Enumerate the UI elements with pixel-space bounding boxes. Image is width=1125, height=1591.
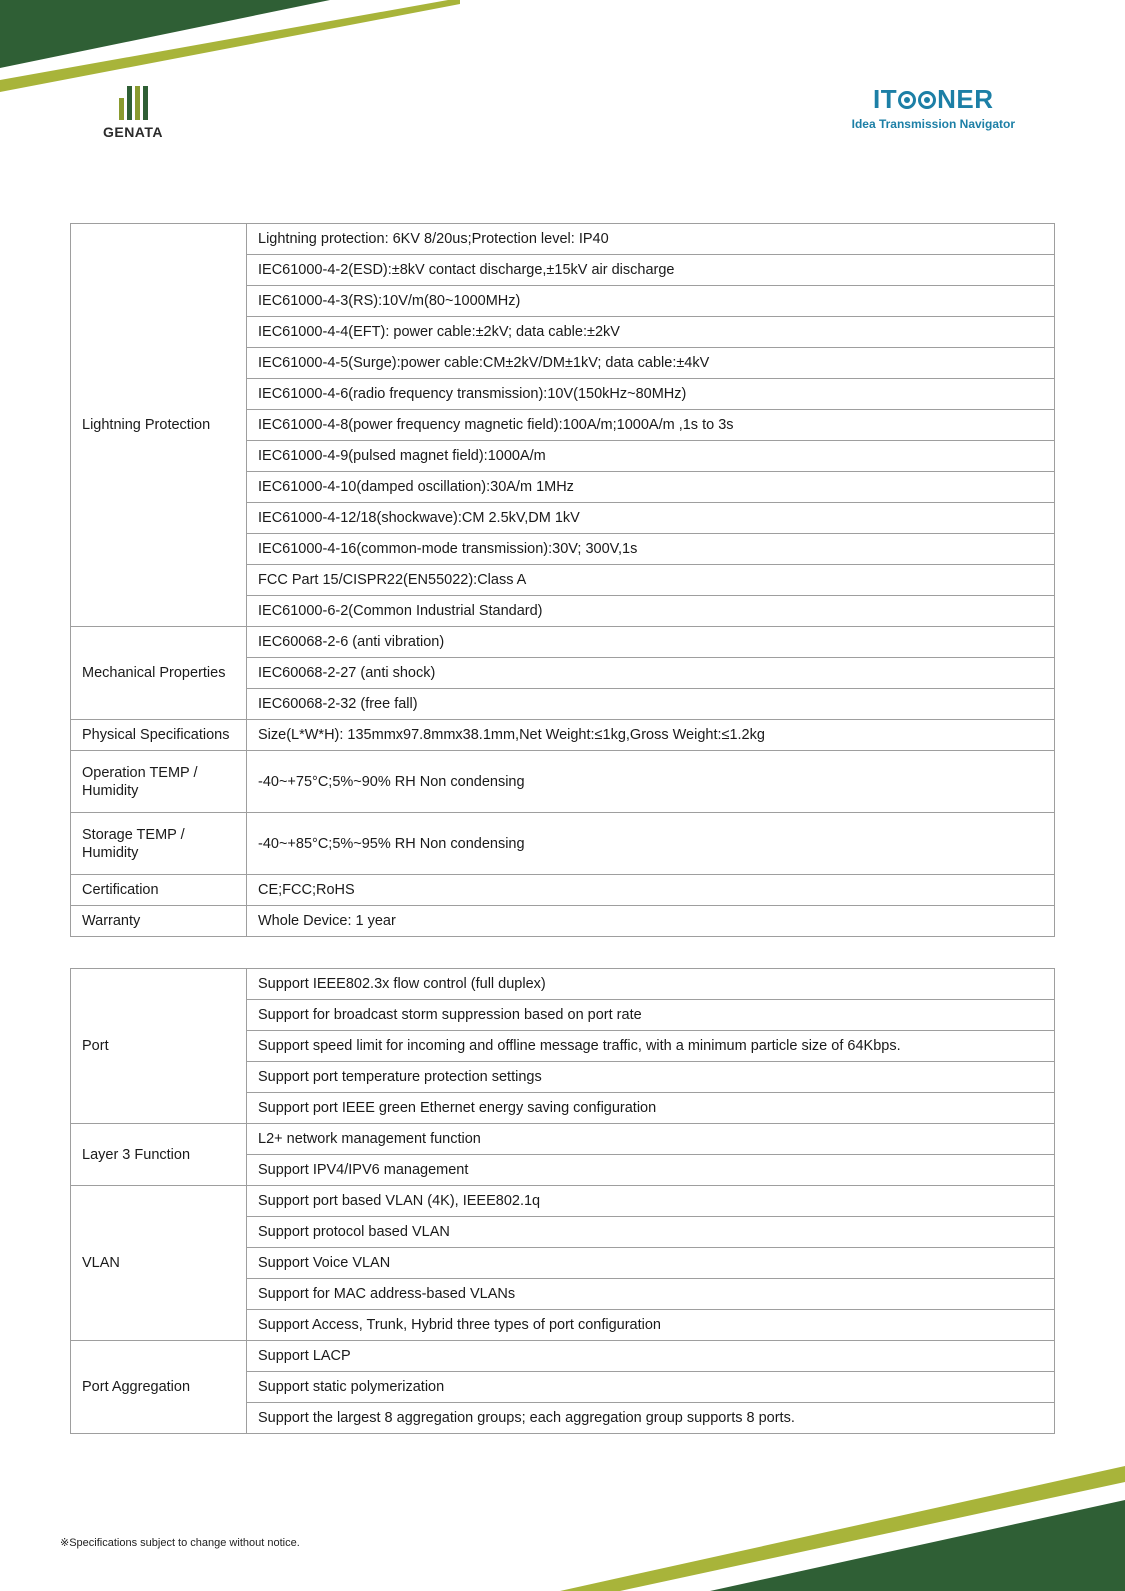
spec-value: IEC61000-4-10(damped oscillation):30A/m 1MHz bbox=[247, 472, 1055, 503]
row-label: VLAN bbox=[71, 1186, 247, 1341]
footnote: ※Specifications subject to change without notice. bbox=[60, 1537, 300, 1549]
spec-value: -40~+85°C;5%~95% RH Non condensing bbox=[247, 813, 1055, 875]
row-label: Lightning Protection bbox=[71, 224, 247, 627]
row-label: Storage TEMP / Humidity bbox=[71, 813, 247, 875]
table-row bbox=[71, 627, 1055, 658]
spec-value: IEC61000-4-3(RS):10V/m(80~1000MHz) bbox=[247, 286, 1055, 317]
row-label: Port Aggregation bbox=[71, 1341, 247, 1434]
spec-value: Support IPV4/IPV6 management bbox=[247, 1155, 1055, 1186]
table-row bbox=[71, 906, 1055, 937]
spec-value: IEC61000-4-16(common-mode transmission):30V; 300V,1s bbox=[247, 534, 1055, 565]
spec-value: Support port IEEE green Ethernet energy saving configuration bbox=[247, 1093, 1055, 1124]
spec-value: Support speed limit for incoming and offline message traffic, with a minimum particle size of 64Kbps. bbox=[247, 1031, 1055, 1062]
spec-table-software bbox=[70, 968, 1055, 1434]
row-label: Certification bbox=[71, 875, 247, 906]
spec-value: IEC60068-2-6 (anti vibration) bbox=[247, 627, 1055, 658]
table-row bbox=[71, 720, 1055, 751]
spec-value: Support port based VLAN (4K), IEEE802.1q bbox=[247, 1186, 1055, 1217]
spec-value: -40~+75°C;5%~90% RH Non condensing bbox=[247, 751, 1055, 813]
table-row bbox=[71, 969, 1055, 1000]
table-row bbox=[71, 224, 1055, 255]
spec-value: IEC61000-4-5(Surge):power cable:CM±2kV/DM±1kV; data cable:±4kV bbox=[247, 348, 1055, 379]
table-row bbox=[71, 875, 1055, 906]
row-label: Port bbox=[71, 969, 247, 1124]
genata-wordmark: GENATA bbox=[102, 124, 164, 140]
spec-value: Size(L*W*H): 135mmx97.8mmx38.1mm,Net Weight:≤1kg,Gross Weight:≤1.2kg bbox=[247, 720, 1055, 751]
spec-value: Support IEEE802.3x flow control (full duplex) bbox=[247, 969, 1055, 1000]
spec-value: Whole Device: 1 year bbox=[247, 906, 1055, 937]
spec-value: IEC60068-2-27 (anti shock) bbox=[247, 658, 1055, 689]
spec-value: CE;FCC;RoHS bbox=[247, 875, 1055, 906]
row-label: Layer 3 Function bbox=[71, 1124, 247, 1186]
itooner-wordmark: IT NER bbox=[873, 84, 994, 114]
table-row bbox=[71, 813, 1055, 875]
spec-value: Support static polymerization bbox=[247, 1372, 1055, 1403]
spec-table-hardware bbox=[70, 223, 1055, 937]
spec-value: IEC61000-4-6(radio frequency transmission):10V(150kHz~80MHz) bbox=[247, 379, 1055, 410]
row-label: Physical Specifications bbox=[71, 720, 247, 751]
spec-value: IEC60068-2-32 (free fall) bbox=[247, 689, 1055, 720]
spec-value: Support Access, Trunk, Hybrid three types of port configuration bbox=[247, 1310, 1055, 1341]
table-row bbox=[71, 1124, 1055, 1155]
table-row bbox=[71, 1186, 1055, 1217]
spec-value: IEC61000-4-9(pulsed magnet field):1000A/m bbox=[247, 441, 1055, 472]
spec-value: Support Voice VLAN bbox=[247, 1248, 1055, 1279]
spec-value: IEC61000-4-12/18(shockwave):CM 2.5kV,DM 1kV bbox=[247, 503, 1055, 534]
itooner-tagline: Idea Transmission Navigator bbox=[851, 117, 1015, 131]
eye-icon bbox=[898, 91, 916, 109]
spec-value: IEC61000-6-2(Common Industrial Standard) bbox=[247, 596, 1055, 627]
spec-value: Support for broadcast storm suppression based on port rate bbox=[247, 1000, 1055, 1031]
genata-logo bbox=[100, 84, 166, 140]
spec-value: IEC61000-4-8(power frequency magnetic field):100A/m;1000A/m ,1s to 3s bbox=[247, 410, 1055, 441]
spec-value: Support LACP bbox=[247, 1341, 1055, 1372]
genata-bars-icon bbox=[100, 84, 166, 120]
spec-value: Support for MAC address-based VLANs bbox=[247, 1279, 1055, 1310]
spec-value: Support port temperature protection settings bbox=[247, 1062, 1055, 1093]
row-label: Operation TEMP / Humidity bbox=[71, 751, 247, 813]
spec-value: L2+ network management function bbox=[247, 1124, 1055, 1155]
spec-value: FCC Part 15/CISPR22(EN55022):Class A bbox=[247, 565, 1055, 596]
row-label: Warranty bbox=[71, 906, 247, 937]
spec-value: IEC61000-4-4(EFT): power cable:±2kV; data cable:±2kV bbox=[247, 317, 1055, 348]
spec-value: IEC61000-4-2(ESD):±8kV contact discharge,±15kV air discharge bbox=[247, 255, 1055, 286]
eye-icon bbox=[918, 91, 936, 109]
spec-value: Support the largest 8 aggregation groups; each aggregation group supports 8 ports. bbox=[247, 1403, 1055, 1434]
spec-value: Support protocol based VLAN bbox=[247, 1217, 1055, 1248]
itooner-logo bbox=[852, 84, 1015, 131]
row-label: Mechanical Properties bbox=[71, 627, 247, 720]
spec-value: Lightning protection: 6KV 8/20us;Protection level: IP40 bbox=[247, 224, 1055, 255]
table-row bbox=[71, 1341, 1055, 1372]
table-row bbox=[71, 751, 1055, 813]
